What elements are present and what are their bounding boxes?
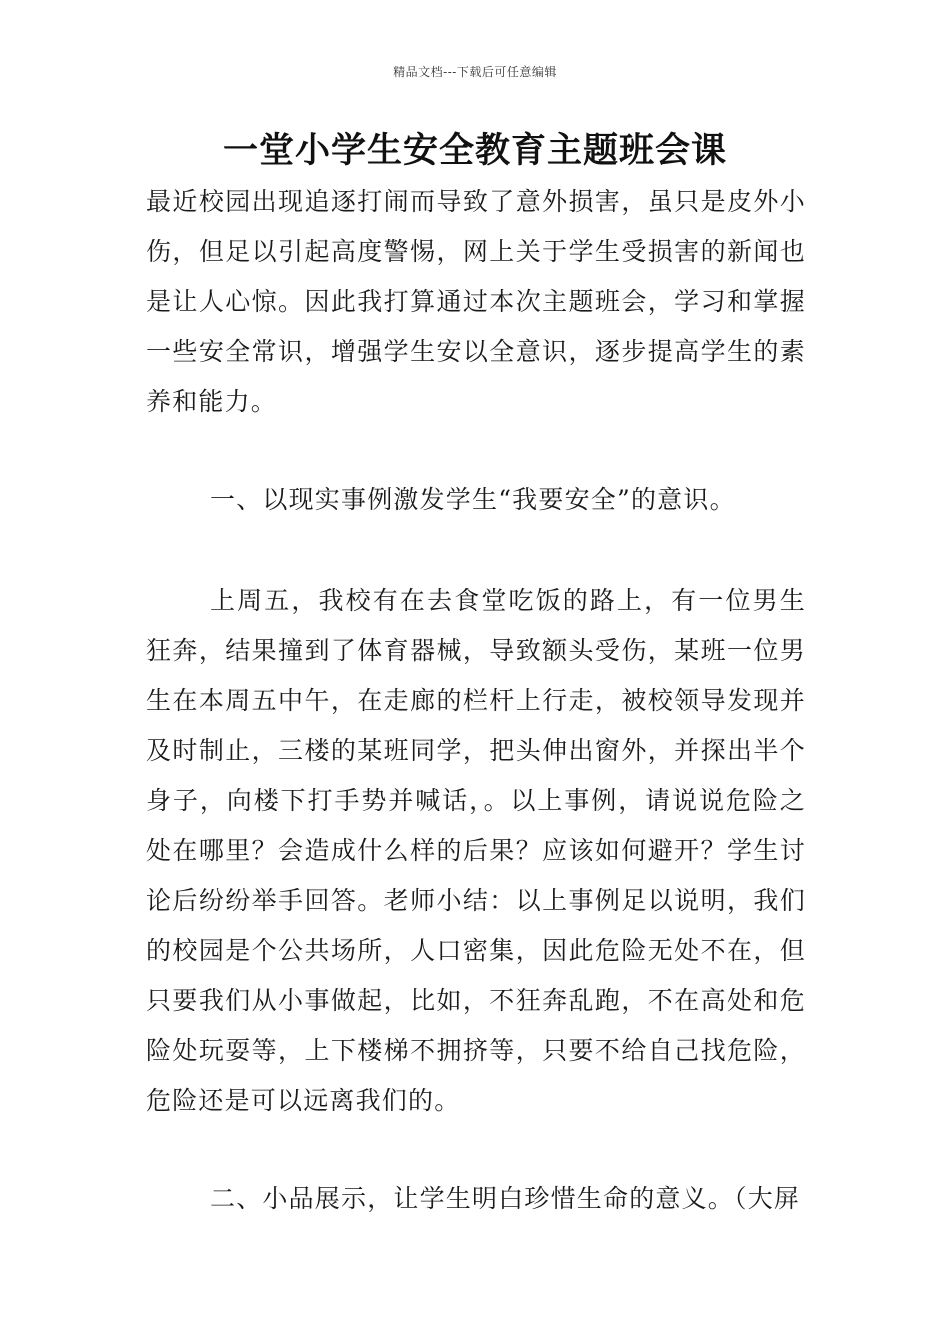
intro-paragraph: 最近校园出现追逐打闹而导致了意外损害，虽只是皮外小伤，但足以引起高度警惕，网上关于学生受损害的新闻也是让人心惊。因此我打算通过本次主题班会，学习和掌握一些安全常识，增强学生安以全意识，逐步提高学生的素养和能力。 <box>146 187 806 416</box>
story-paragraph: 上周五，我校有在去食堂吃饭的路上，有一位男生狂奔，结果撞到了体育器械，导致额头受伤，某班一位男生在本周五中午，在走廊的栏杆上行走，被校领导发现并及时制止，三楼的某班同学，把头伸出窗外，并探出半个身子，向楼下打手势并喊话，。以上事例，请说说危险之处在哪里？会造成什么样的后果？应该如何避开？学生讨论后纷纷举手回答。老师小结：以上事例足以说明，我们的校园是个公共场所，人口密集，因此危险无处不在，但只要我们从小事做起，比如，不狂奔乱跑，不在高处和危险处玩耍等，上下楼梯不拥挤等，只要不给自己找危险，危险还是可以远离我们的。 <box>146 586 806 1115</box>
header-note: 精品文档---下载后可任意编辑 <box>393 65 557 79</box>
section-heading-1: 一、以现实事例激发学生“我要安全”的意识。 <box>210 485 736 514</box>
section-heading-2: 二、小品展示，让学生明白珍惜生命的意义。（大屏 <box>210 1184 801 1213</box>
document-title: 一堂小学生安全教育主题班会课 <box>222 130 727 171</box>
